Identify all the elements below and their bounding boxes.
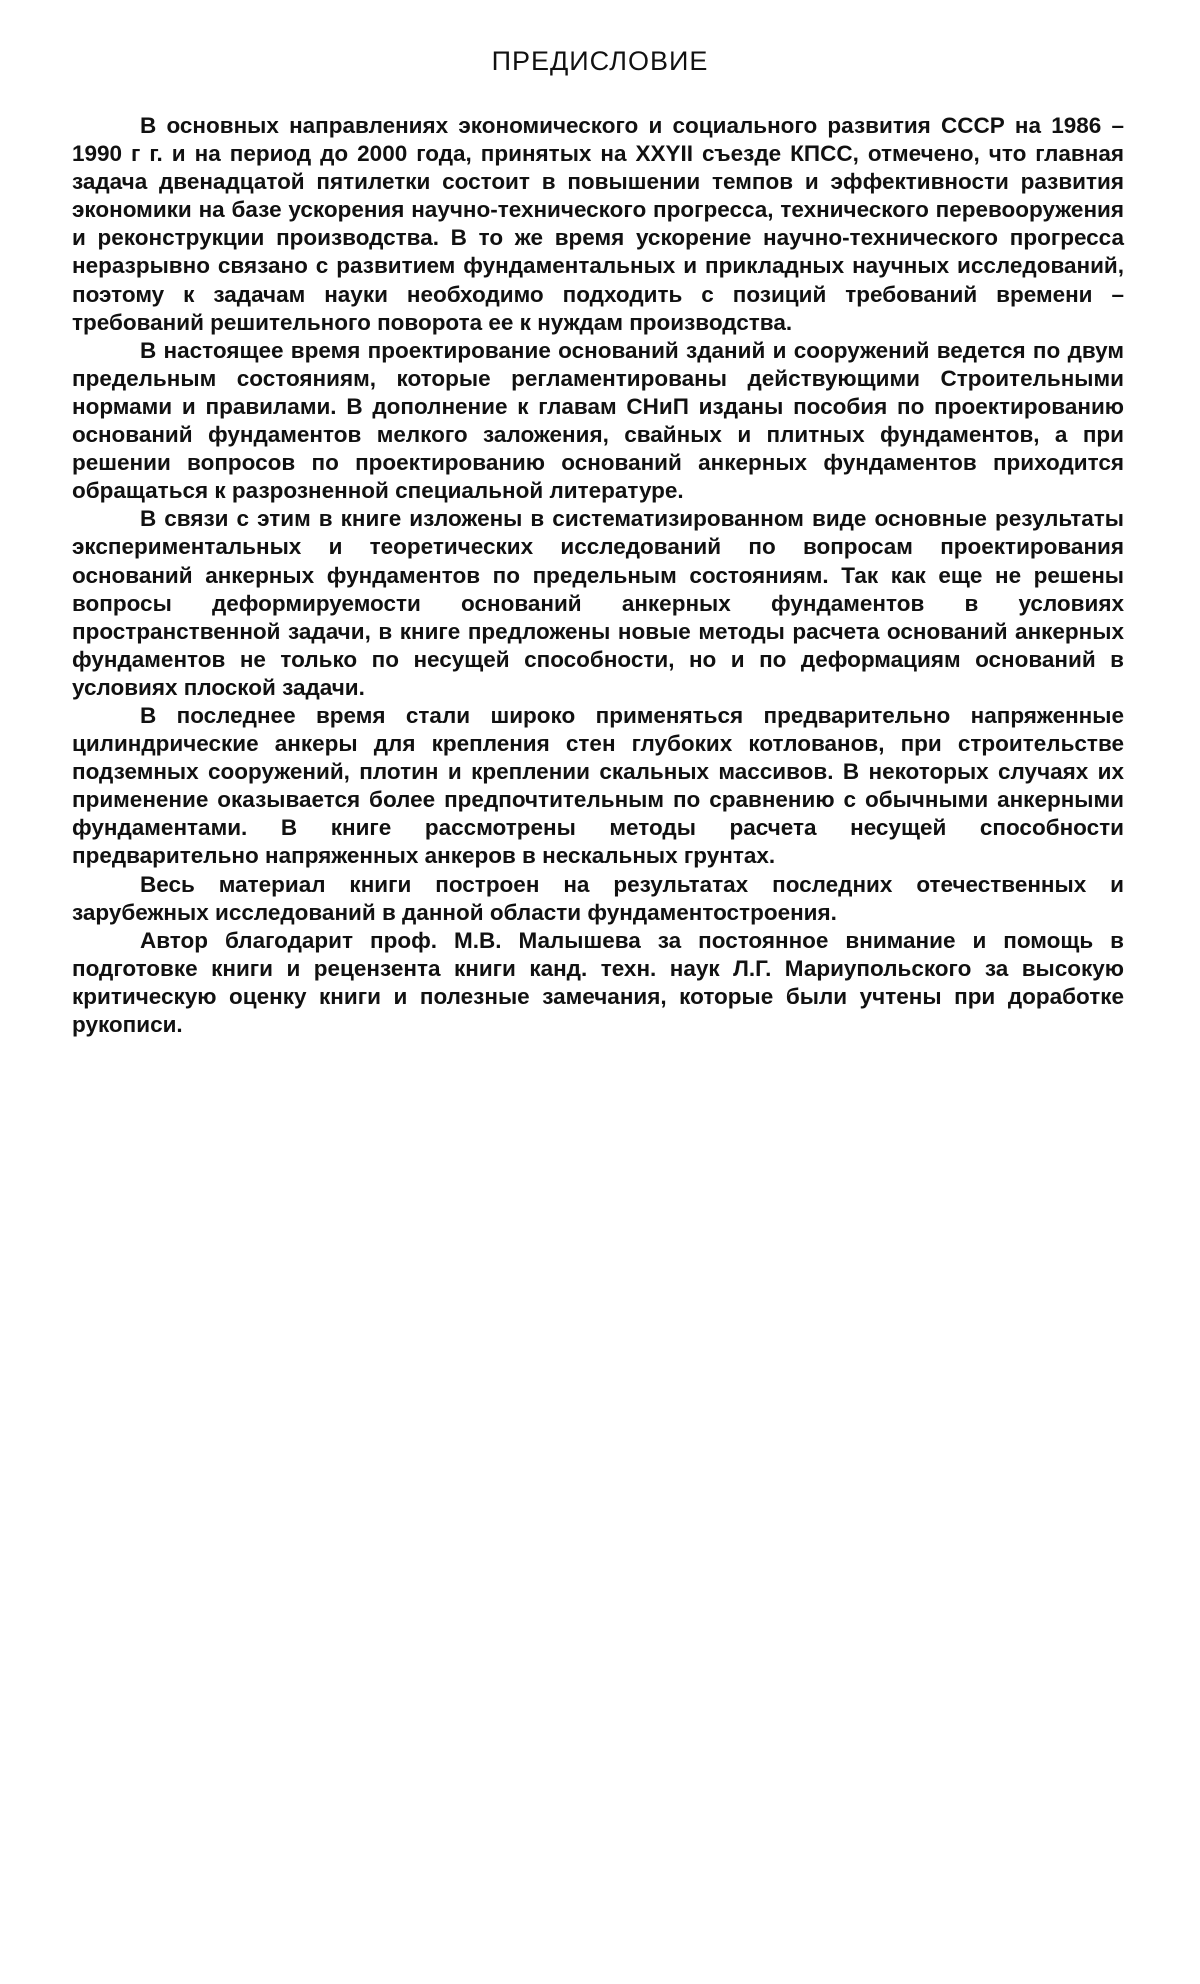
page-title: ПРЕДИСЛОВИЕ [491,46,709,76]
paragraph-6: Автор благодарит проф. М.В. Малышева за постоянное внимание и помощь в подготовке книги и рецензента книги канд. техн. наук Л.Г. Мариупольского за высокую критическую оценку книги и полезные замечания, которые были учтены при доработке рукописи. [72,927,1124,1037]
paragraph-5: Весь материал книги построен на результатах последних отечественных и зарубежных исследований в данной области фундаментостроения. [72,871,1124,925]
paragraph-1: В основных направлениях экономического и социального развития СССР на 1986 – 1990 г г. и на период до 2000 года, принятых на XXYII съезде КПСС, отмечено, что главная задача двенадцатой пятилетки состоит в повышении темпов и эффективности развития экономики на базе ускорения научно-технического прогресса, технического перевооружения и реконструкции производства. В то же время ускорение научно-технического прогресса неразрывно связано с развитием фундаментальных и прикладных научных исследований, поэтому к задачам науки необходимо подходить с позиций требований времени – требований решительного поворота ее к нуждам производства. [72,113,1124,335]
paragraph-2: В настоящее время проектирование оснований зданий и сооружений ведется по двум предельным состояниям, которые регламентированы действующими Строительными нормами и правилами. В дополнение к главам СНиП изданы пособия по проектированию оснований фундаментов мелкого заложения, свайных и плитных фундаментов, а при решении вопросов по проектированию оснований анкерных фундаментов приходится обращаться к разрозненной специальной литературе. [72,337,1124,504]
preface-body [72,112,1124,1039]
paragraph-4: В последнее время стали широко применяться предварительно напряженные цилиндрические анкеры для крепления стен глубоких котлованов, при строительстве подземных сооружений, плотин и креплении скальных массивов. В некоторых случаях их применение оказывается более предпочтительным по сравнению с обычными анкерными фундаментами. В книге рассмотрены методы расчета несущей способности предварительно напряженных анкеров в нескальных грунтах. [72,702,1124,869]
paragraph-3: В связи с этим в книге изложены в систематизированном виде основные результаты экспериментальных и теоретических исследований по вопросам проектирования оснований анкерных фундаментов по предельным состояниям. Так как еще не решены вопросы деформируемости оснований анкерных фундаментов в условиях пространственной задачи, в книге предложены новые методы расчета оснований анкерных фундаментов не только по несущей способности, но и по деформациям оснований в условиях плоской задачи. [72,506,1124,700]
